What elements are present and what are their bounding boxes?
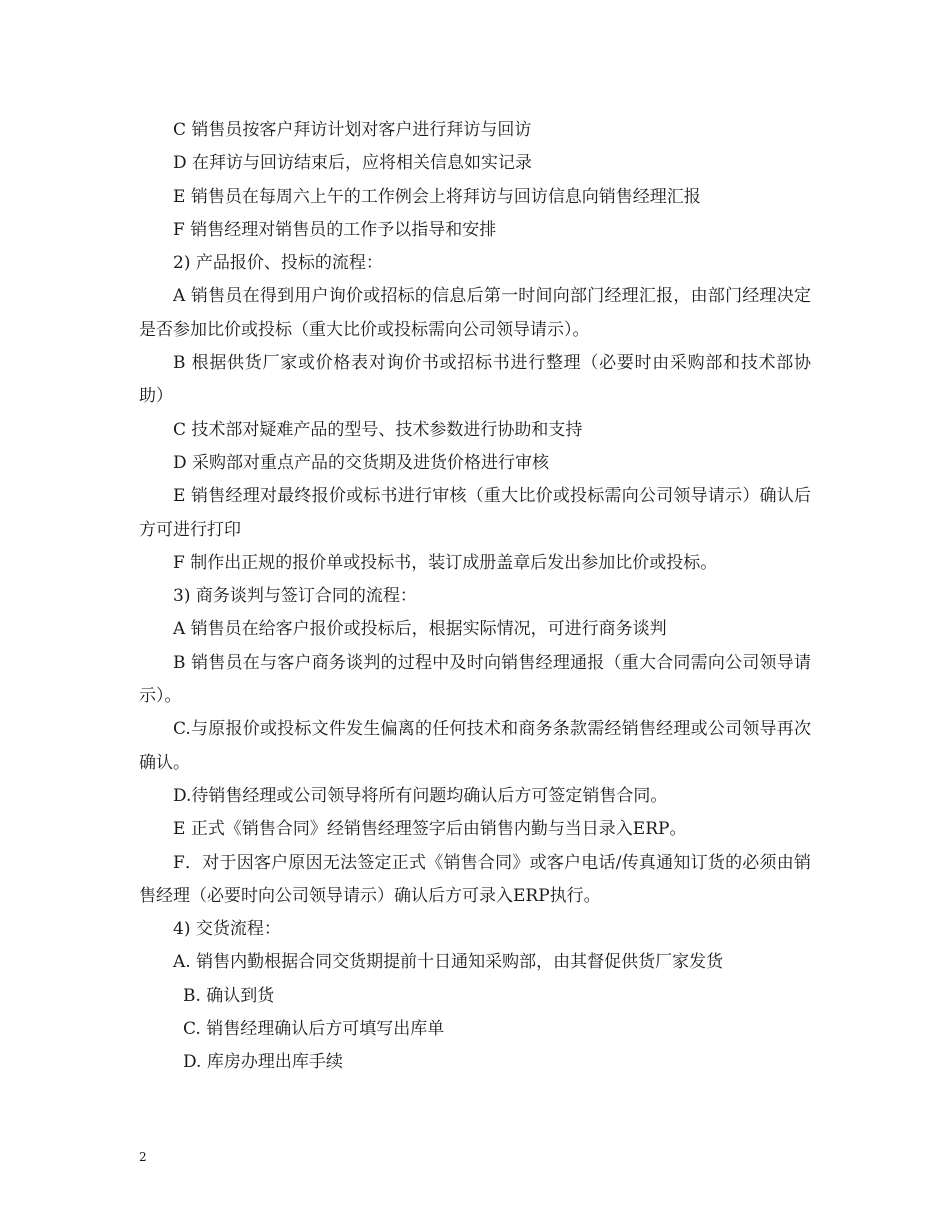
paragraph: B. 确认到货 [183,985,275,1006]
paragraph: F．对于因客户原因无法签定正式《销售合同》或客户电话/传真通知订货的必须由销售经理（必要时向公司领导请示）确认后方可录入ERP执行。 [139,852,811,906]
paragraph: C.与原报价或投标文件发生偏离的任何技术和商务条款需经销售经理或公司领导再次确认。 [139,719,811,773]
section-heading: 3) 商务谈判与签订合同的流程： [173,586,417,607]
paragraph: C 技术部对疑难产品的型号、技术参数进行协助和支持 [173,419,583,440]
section-heading: 4) 交货流程： [173,919,281,940]
paragraph: D.待销售经理或公司领导将所有问题均确认后方可签定销售合同。 [173,785,668,806]
paragraph: F 销售经理对销售员的工作予以指导和安排 [173,219,497,240]
paragraph: B 根据供货厂家或价格表对询价书或招标书进行整理（必要时由采购部和技术部协助） [139,353,811,407]
paragraph: D. 库房办理出库手续 [183,1052,343,1073]
paragraph: C. 销售经理确认后方可填写出库单 [183,1019,445,1040]
section-heading: 2) 产品报价、投标的流程： [173,253,383,274]
paragraph: E 销售员在每周六上午的工作例会上将拜访与回访信息向销售经理汇报 [173,186,701,207]
paragraph: F 制作出正规的报价单或投标书，装订成册盖章后发出参加比价或投标。 [173,552,718,573]
paragraph: E 正式《销售合同》经销售经理签字后由销售内勤与当日录入ERP。 [173,819,687,840]
paragraph: D 采购部对重点产品的交货期及进货价格进行审核 [173,452,550,473]
paragraph: A. 销售内勤根据合同交货期提前十日通知采购部，由其督促供货厂家发货 [173,952,724,973]
paragraph: D 在拜访与回访结束后，应将相关信息如实记录 [173,153,533,174]
paragraph: A 销售员在给客户报价或投标后，根据实际情况，可进行商务谈判 [173,619,667,640]
page-number: 2 [139,1150,147,1164]
paragraph: B 销售员在与客户商务谈判的过程中及时向销售经理通报（重大合同需向公司领导请示）。 [139,652,811,707]
paragraph: E 销售经理对最终报价或标书进行审核（重大比价或投标需向公司领导请示）确认后方可进行打印 [139,486,811,540]
paragraph: A 销售员在得到用户询价或招标的信息后第一时间向部门经理汇报，由部门经理决定是否参加比价或投标（重大比价或投标需向公司领导请示）。 [139,286,811,340]
paragraph: C 销售员按客户拜访计划对客户进行拜访与回访 [173,120,532,140]
document-body [139,114,811,1080]
